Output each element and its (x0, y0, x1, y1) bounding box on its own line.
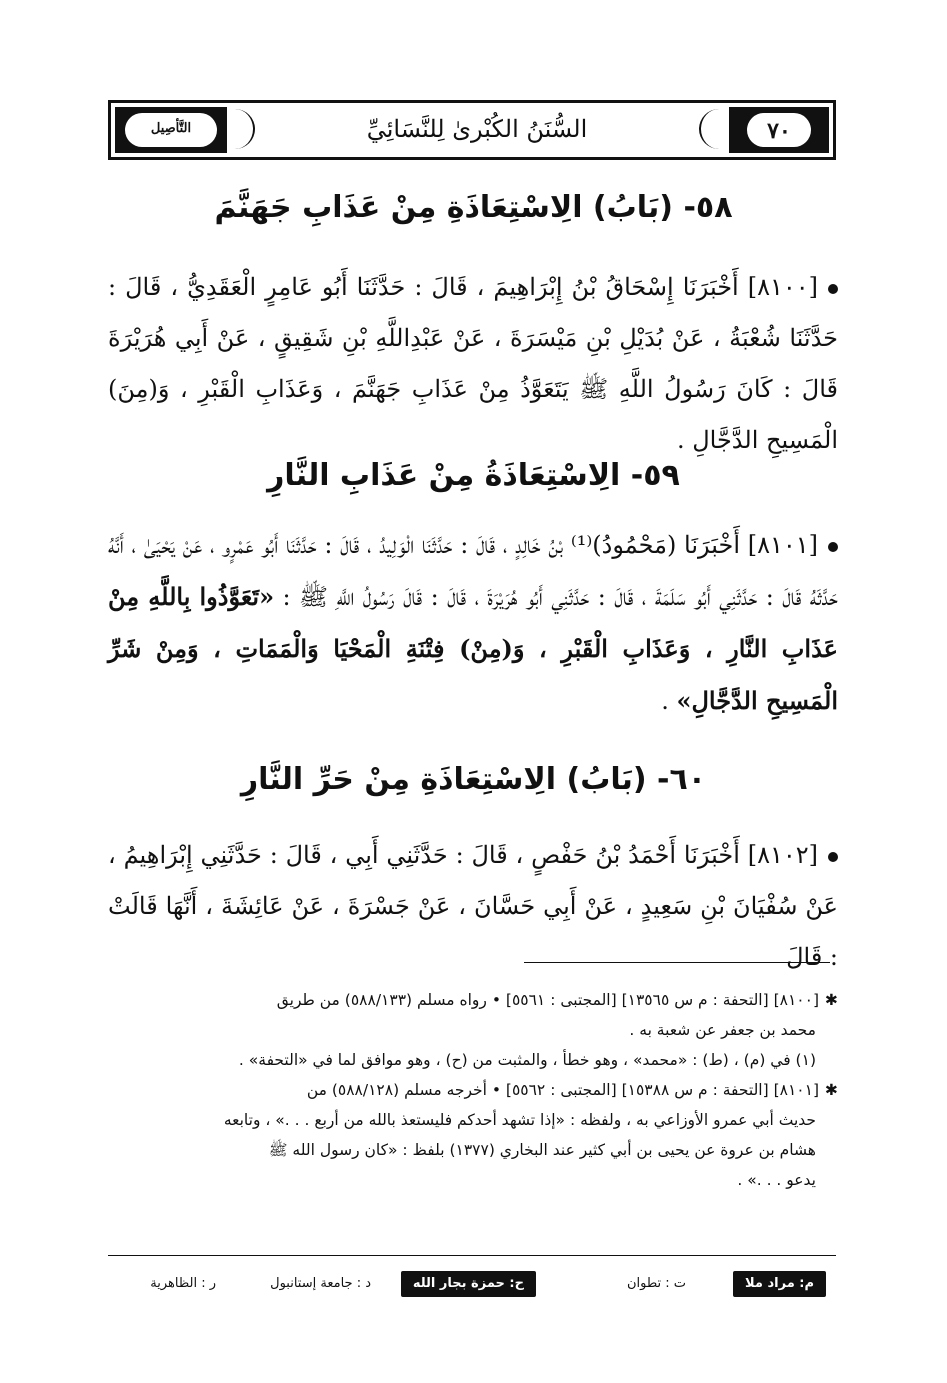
source-m: م: مراد ملا (733, 1271, 826, 1297)
hadith-text: [٨١٠٢] أَخْبَرَنَا أَحْمَدُ بْنُ حَفْصٍ ، قَالَ : حَدَّثَنِي أَبِي ، قَالَ : حَدَّثَنِي إِبْرَاهِيمُ ، عَنْ سُفْيَانَ بْنِ سَعِيدٍ ، عَنْ أَبِي حَسَّانَ ، عَنْ جَسْرَةَ ، عَنْ عَائِشَةَ ، أَنَّهَا قَالَتْ : قَالَ (108, 841, 838, 971)
hadith-quote: «تَعَوَّذُوا بِاللَّهِ مِنْ عَذَابِ النَّارِ ، وَعَذَابِ الْقَبْرِ ، وَ(مِنْ) فِتْنَةِ الْمَحْيَا وَالْمَمَاتِ ، وَمِنْ شَرِّ الْمَسِيحِ الدَّجَّالِ» (108, 582, 838, 715)
ornament-bracket-left (231, 109, 255, 149)
page-number: ٧٠ (767, 118, 791, 144)
book-title: السُّنَنُ الكُبْرىٰ لِلنَّسَائِيِّ (366, 115, 588, 143)
page-number-ornament (729, 107, 829, 153)
source-d: د : جامعة إستانبول (270, 1276, 371, 1291)
asterisk-icon: ✱ (825, 1081, 838, 1099)
source-r: ر : الظاهرية (150, 1276, 216, 1291)
source-t: ت : تطوان (626, 1276, 686, 1291)
hadith-8100 (108, 262, 838, 466)
book-title-frame (231, 109, 723, 149)
section-heading-60: ٦٠- (بَابُ) الِاسْتِعَاذَةِ مِنْ حَرِّ النَّارِ (240, 762, 707, 797)
logo-frame (125, 113, 217, 147)
hadith-end: . (661, 687, 677, 715)
hadith-8102 (108, 830, 838, 983)
bullet-icon (828, 542, 838, 552)
section-heading-58: ٥٨- (بَابُ) الِاسْتِعَاذَةِ مِنْ عَذَابِ جَهَنَّمَ (214, 190, 733, 225)
source-h: ح: حمزة بجار الله (401, 1271, 536, 1297)
hadith-8101 (108, 520, 838, 727)
bullet-icon (828, 284, 838, 294)
section-heading-59: ٥٩- الِاسْتِعَاذَةُ مِنْ عَذَابِ النَّارِ (267, 458, 680, 493)
ornament-bracket-right (699, 109, 723, 149)
asterisk-icon: ✱ (825, 991, 838, 1009)
page-header (108, 100, 836, 160)
footnote-line: هشام بن عروة عن يحيى بن أبي كثير عند البخاري (١٣٧٧) بلفظ : «كان رسول الله ﷺ (268, 1141, 816, 1159)
bullet-icon (828, 852, 838, 862)
logo-ornament (115, 107, 227, 153)
footnote-line: محمد بن جعفر عن شعبة به . (629, 1021, 816, 1039)
page-number-frame (747, 113, 811, 147)
footer-divider (108, 1255, 836, 1256)
footnote-line: [٨١٠٠] [التحفة : م س ١٣٥٦٥] [المجتبى : ٥٥٦١] • رواه مسلم (٥٨٨/١٣٣) من طريق (276, 991, 819, 1009)
manuscript-sources (108, 1267, 836, 1301)
footnote-line: حديث أبي عمرو الأوزاعي به ، ولفظه : «إذا تشهد أحدكم فليستعذ بالله من أربع . . .» ، وتابعه (223, 1111, 816, 1129)
footnote-divider (524, 962, 830, 963)
hadith-text: [٨١٠١] أَخْبَرَنَا (مَحْمُودُ)⁽¹⁾ بْنُ خَالِدٍ ، قَالَ : حَدَّثَنَا الْوَلِيدُ ، قَالَ : حَدَّثَنَا أَبُو عَمْرٍو ، عَنْ يَحْيَىٰ ، أَنَّهُ حَدَّثَهُ قَالَ : حَدَّثَنِي أَبُو سَلَمَةَ ، قَالَ : حَدَّثَنِي أَبُو هُرَيْرَةَ ، قَالَ : قَالَ رَسُولُ اللَّهِ ﷺ : (108, 531, 838, 611)
footnote-variant: (١) في (م) ، (ط) : «محمد» ، وهو خطأ ، والمثبت من (ح) ، وهو موافق لما في «التحفة» . (238, 1051, 816, 1069)
footnote-line: يدعو . . .» . (737, 1171, 816, 1189)
footnote-8100 (108, 985, 838, 1195)
publisher-logo: التَّأصِيل (150, 121, 192, 136)
hadith-text: [٨١٠٠] أَخْبَرَنَا إِسْحَاقُ بْنُ إِبْرَاهِيمَ ، قَالَ : حَدَّثَنَا أَبُو عَامِرٍ الْعَقَدِيُّ ، قَالَ : حَدَّثَنَا شُعْبَةُ ، عَنْ بُدَيْلِ بْنِ مَيْسَرَةَ ، عَنْ عَبْدِاللَّهِ بْنِ شَقِيقٍ ، عَنْ أَبِي هُرَيْرَةَ قَالَ : كَانَ رَسُولُ اللَّهِ ﷺ يَتَعَوَّذُ مِنْ عَذَابِ جَهَنَّمَ ، وَعَذَابِ الْقَبْرِ ، وَ(مِنَ) الْمَسِيحِ الدَّجَّالِ . (108, 273, 838, 454)
footnote-line: [٨١٠١] [التحفة : م س ١٥٣٨٨] [المجتبى : ٥٥٦٢] • أخرجه مسلم (٥٨٨/١٢٨) من (306, 1081, 819, 1099)
